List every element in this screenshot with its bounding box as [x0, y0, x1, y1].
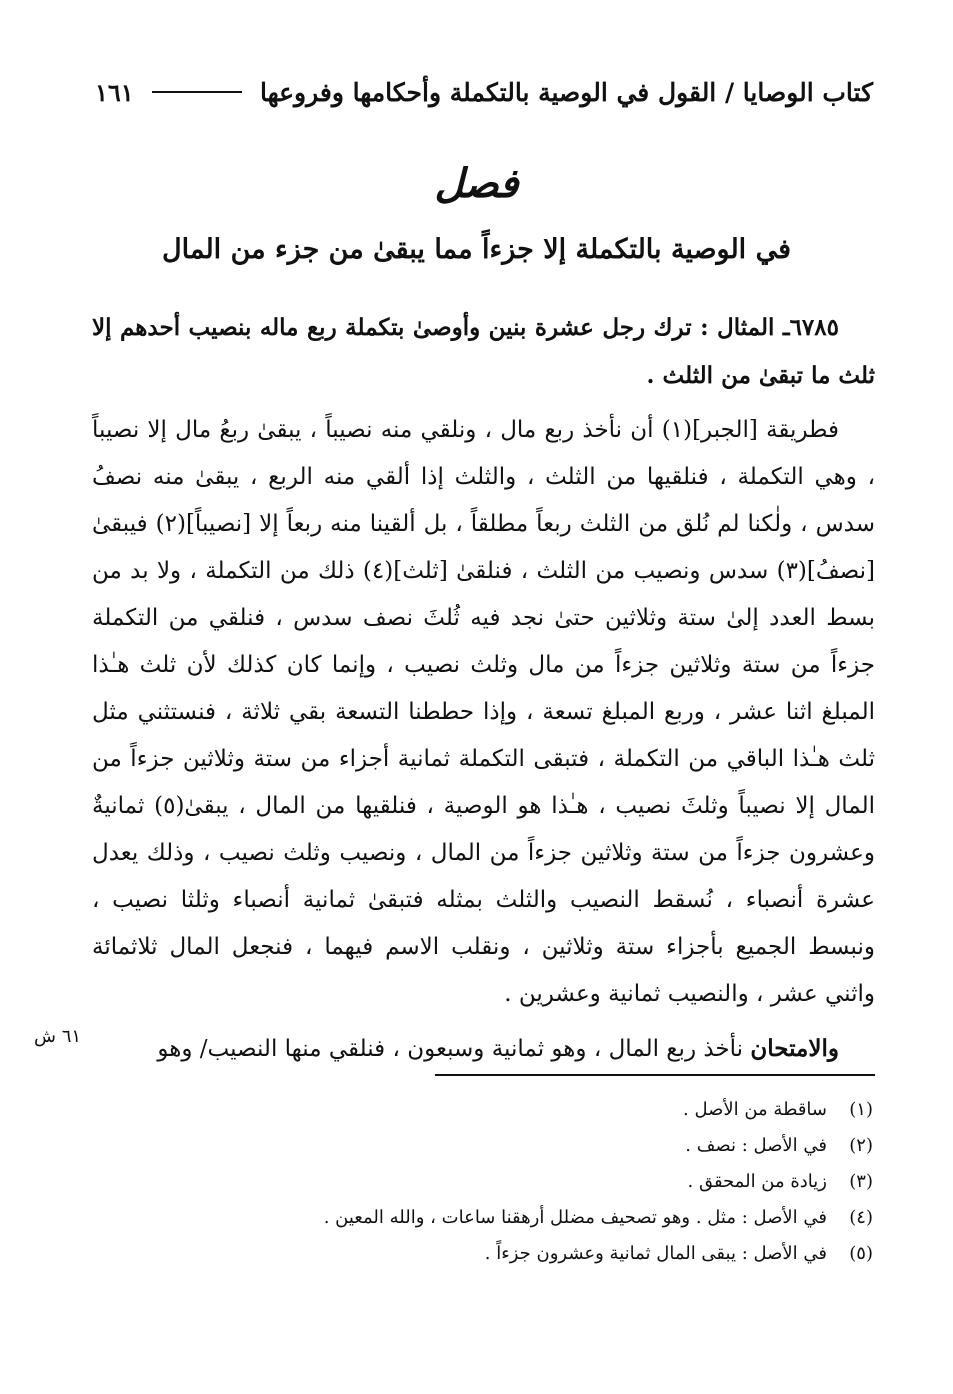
- running-header: [95, 72, 873, 112]
- footnote-item: [92, 1200, 873, 1236]
- running-title: كتاب الوصايا / القول في الوصية بالتكملة وأحكامها وفروعها: [259, 77, 873, 107]
- footnote-text: ساقطة من الأصل .: [683, 1099, 827, 1120]
- footnote-text: في الأصل : يبقى المال ثمانية وعشرون جزءاً .: [484, 1243, 827, 1264]
- footnote-number: (١): [849, 1099, 873, 1120]
- footnote-number: (٣): [849, 1171, 873, 1192]
- footnote-number: (٥): [849, 1243, 873, 1264]
- footnote-text: في الأصل : نصف .: [685, 1135, 827, 1156]
- example-text: ترك رجل عشرة بنين وأوصىٰ بتكملة ربع ماله بنصيب أحدهم إلا ثلث ما تبقىٰ من الثلث .: [92, 314, 875, 389]
- footnote-text: في الأصل : مثل . وهو تصحيف مضلل أرهقنا ساعات ، والله المعين .: [323, 1207, 827, 1228]
- manuscript-margin-note: ٦١ ش: [34, 1026, 82, 1047]
- section-heading: في الوصية بالتكملة إلا جزءاً مما يبقىٰ من جزء من المال: [162, 234, 791, 265]
- footnote-item: [92, 1236, 873, 1272]
- test-label: والامتحان: [750, 1035, 839, 1062]
- paragraph-method: فطريقة [الجبر](١) أن نأخذ ربع مال ، ونلقي منه نصيباً ، يبقىٰ ربعُ مال إلا نصيباً ، وهي التكملة ، فنلقيها من الثلث ، والثلث إذا ألقي منه الربع ، يبقىٰ منه نصفُ سدس ، ولٰكنا لم نُلق من الثلث ربعاً مطلقاً ، بل ألقينا منه ربعاً إلا [نصيباً](٢) فيبقىٰ [نصفُ](٣) سدس ونصيب من الثلث ، فنلقىٰ [ثلث](٤) ذلك من التكملة ، ولا بد من بسط العدد إلىٰ ستة وثلاثين حتىٰ نجد فيه ثُلثَ نصف سدس ، فنلقي من التكملة جزءاً من ستة وثلاثين جزءاً من مال وثلث نصيب ، وإنما كان كذلك لأن ثلث هـٰذا المبلغ اثنا عشر ، وربع المبلغ تسعة ، وإذا حططنا التسعة بقي ثلاثة ، فنستثني مثل ثلث هـٰذا الباقي من التكملة ، فتبقى التكملة ثمانية أجزاء من ستة وثلاثين جزءاً من المال إلا نصيباً وثلثَ نصيب ، هـٰذا هو الوصية ، فنلقيها من المال ، يبقىٰ(٥) ثمانيةٌ وعشرون جزءاً من ستة وثلاثين جزءاً من المال ، ونصيب وثلث نصيب ، وذلك يعدل عشرة أنصباء ، نُسقط النصيب والثلث بمثله فتبقىٰ ثمانية أنصباء وثلثا نصيب ، ونبسط الجميع بأجزاء ستة وثلاثين ، ونقلب الاسم فيهما ، فنجعل المال ثلاثمائة واثني عشر ، والنصيب ثمانية وعشرين .: [92, 417, 875, 1007]
- footnote-text: زيادة من المحقق .: [687, 1171, 827, 1192]
- test-text: نأخذ ربع المال ، وهو ثمانية وسبعون ، فنلقي منها النصيب/ وهو: [157, 1036, 751, 1062]
- body-text: [92, 304, 875, 1080]
- footnotes: [92, 1092, 873, 1272]
- page-number: ١٦١: [95, 77, 134, 107]
- example-label: ٦٧٨٥ـ المثال :: [700, 314, 839, 341]
- footnote-number: (٢): [849, 1135, 873, 1156]
- paragraph-test: [92, 1025, 875, 1073]
- footnote-item: [92, 1128, 873, 1164]
- footnote-item: [92, 1092, 873, 1128]
- footnote-rule: [435, 1074, 875, 1076]
- header-rule: [152, 91, 242, 93]
- footnote-number: (٤): [849, 1207, 873, 1228]
- footnote-item: [92, 1164, 873, 1200]
- paragraph-example: [92, 304, 875, 400]
- section-ornament: فصل: [434, 160, 519, 207]
